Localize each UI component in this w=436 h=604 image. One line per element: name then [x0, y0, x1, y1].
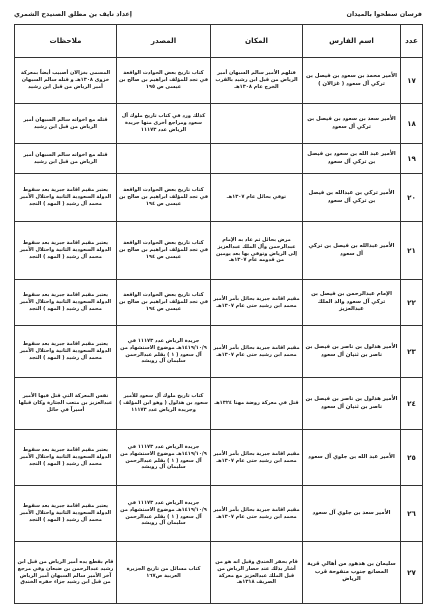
notes-cell: يعتبر مقيم اقامة جبرية بعد سقوط الدولة السعودية الثانية واحتلال الأمير محمد آل رشيد ( المهد ) النجد — [15, 486, 117, 542]
place-cell: قتل في معركة روضة مهنا ١٣٢٤هـ — [211, 378, 303, 430]
place-cell — [211, 144, 303, 174]
table-row — [15, 104, 423, 144]
place-cell: مقيم اقامة جبرية بحائل بأمر الأمير محمد ابن رشيد حتى عام ١٣٠٧هـ — [211, 486, 303, 542]
source-cell: كتاب تاريخ بعض الحوادث الواقعة في نجد للمؤلف ابراهيم بن صالح بن عيسى ص ١٩٤ — [117, 222, 211, 280]
source-cell — [117, 144, 211, 174]
notes-cell: يعتبر مقيم اقامة جبرية بعد سقوط الدولة السعودية الثانية واحتلال الأمير محمد آل رشيد ( المهد ) النجد — [15, 430, 117, 486]
knight-name: الأمير تركي بن عبدالله بن فيصل بن تركي آل سعود — [303, 174, 401, 222]
place-cell: مرض بحائل ثم عاد به الإمام عبدالرحمن وآل الملك عبدالعزيز إلى الرياض وتوفي بها بعد يومين من قدومه عام ١٣٠٧هـ — [211, 222, 303, 280]
column-header-source: المصدر — [117, 25, 211, 58]
notes-cell: قتله مع اخوانه سالم السبهان أمير الرياض من قبل ابن رشيد — [15, 104, 117, 144]
knight-name: الأمير محمد بن سعود بن فيصل بن تركي آل سعود ( غزالان ) — [303, 58, 401, 104]
place-cell: قام بحفر الخندق وقيل انه هو من أشار بذلك عند حصار الرياض من قبل الملك عبدالعزيز مع معركة الصريف ١٣١٨هـ — [211, 542, 303, 604]
place-cell: مقيم اقامة جبرية بحائل بأمر الأمير محمد ابن رشيد حتى عام ١٣٠٧هـ — [211, 430, 303, 486]
table-row — [15, 174, 423, 222]
column-header-place: المكان — [211, 25, 303, 58]
row-number: ٢٧ — [401, 542, 423, 604]
row-number: ١٩ — [401, 144, 423, 174]
row-number: ٢٤ — [401, 378, 423, 430]
source-cell: كتاب تاريخ بعض الحوادث الواقعة في نجد للمؤلف ابراهيم بن صالح بن عيسى ص ١٩٤ — [117, 174, 211, 222]
knight-name: الأمير عبدالله بن فيصل بن تركي آل سعود — [303, 222, 401, 280]
notes-cell: يعتبر مقيم اقامة جبرية بعد سقوط الدولة السعودية الثانية واحتلال الأمير محمد آل رشيد ( المهد ) النجد — [15, 222, 117, 280]
notes-cell: يعتبر مقيم اقامة جبرية بعد سقوط الدولة السعودية الثانية واحتلال الأمير محمد آل رشيد ( المهد ) النجد — [15, 326, 117, 378]
notes-cell: المسمى بغزالان أصبيب أيضاً بمعركة خزوى ١٣٠٨هـ و قتله سالم السبهان أمير الرياض من قبل ابن رشيد — [15, 58, 117, 104]
notes-cell: يعتبر مقيم اقامة جبرية بعد سقوط الدولة السعودية الثانية واحتلال الأمير محمد آل رشيد ( المهد ) النجد — [15, 280, 117, 326]
table-row — [15, 486, 423, 542]
table-row — [15, 430, 423, 486]
place-cell: مقيم اقامة جبرية بحائل بأمر الأمير محمد ابن رشيد حتى عام ١٣٠٧هـ — [211, 280, 303, 326]
knight-name: الأمير عبد الله بن جلوي آل سعود — [303, 430, 401, 486]
source-cell: كتاب تاريخ بعض الحوادث الواقعة في نجد للمؤلف ابراهيم بن صالح بن عيسى ص ١٩٥ — [117, 58, 211, 104]
source-cell: كتاب تاريخ ملوك آل سعود للأمير سعود بن هذلول ( وهو ابن المؤلف ) وجريدة الرياض عدد ١١١٧٣ — [117, 378, 211, 430]
author-credit: إعداد نايف بن مطلق الصنيدح الشمري — [14, 10, 132, 18]
source-cell: كتاب مسائل من تاريخ الجزيرة العربية ص١٦٧ — [117, 542, 211, 604]
row-number: ٢٣ — [401, 326, 423, 378]
knight-name: الأمير سعد بن جلوي آل سعود — [303, 486, 401, 542]
knight-name: الأمير هذلول بن ناصر بن فيصل بن ناصر بن ثنيان آل سعود — [303, 326, 401, 378]
place-cell: توفي بحائل عام ١٣٠٧هـ — [211, 174, 303, 222]
source-cell: جريدة الرياض عدد ١١١٧٣ في ١٤١٩/١٠/٩هـ موضوع الاستشهاد من آل سعود ( ١ ) بقلم عبدالرحمن سليمان آل رويشد — [117, 430, 211, 486]
page-header — [14, 6, 422, 22]
notes-cell: نفس المعركة التي قتل فيها الأمير عبدالعزيز بن متعب الجثارة وكان قبلها أسيراً في حائل — [15, 378, 117, 430]
knights-table — [14, 24, 423, 604]
table-row — [15, 144, 423, 174]
table-row — [15, 326, 423, 378]
table-row — [15, 280, 423, 326]
table-row — [15, 378, 423, 430]
place-cell — [211, 104, 303, 144]
book-title: فرسان سطحوا بالميدان — [346, 10, 422, 18]
table-header-row — [15, 25, 423, 58]
knight-name: الأمير سعد بن سعود بن فيصل بن تركي آل سعود — [303, 104, 401, 144]
row-number: ٢٠ — [401, 174, 423, 222]
source-cell: كتاب تاريخ بعض الحوادث الواقعة في نجد للمؤلف ابراهيم بن صالح بن عيسى ص ١٩٤ — [117, 280, 211, 326]
source-cell: كذلك ورد في كتاب تاريخ ملوك آل سعود ومراجع أخرى منها جريدة الرياض عدد ١١١٧٣ — [117, 104, 211, 144]
table-row — [15, 542, 423, 604]
row-number: ٢٦ — [401, 486, 423, 542]
source-cell: جريدة الرياض عدد ١١١٧٣ في ١٤١٩/١٠/٩هـ موضوع الاستشهاد من آل سعود ( ١ ) بقلم عبدالرحمن سليمان آل رويشد — [117, 326, 211, 378]
table-row — [15, 58, 423, 104]
knight-name: الأمير عبد الله بن سعود بن فيصل بن تركي آل سعود — [303, 144, 401, 174]
notes-cell: قام بقطع يده أمير الرياض من قبل ابن رشيد عبدالرحمن بن ضبعان وفي مرجع آخر الأمير سالم السبهان أمير الرياض من قبل ابن رشيد جزاء حفره الخندق — [15, 542, 117, 604]
table-row — [15, 222, 423, 280]
notes-cell: يعتبر مقيم اقامة جبرية بعد سقوط الدولة السعودية الثانية واحتلال الأمير محمد آل رشيد ( المهد ) النجد — [15, 174, 117, 222]
knight-name: الإمام عبدالرحمن بن فيصل بن تركي آل سعود والد الملك عبدالعزيز — [303, 280, 401, 326]
knight-name: سليمان بن هدهود من أهالي قرية المصانع جنوب منفوحة قرب الرياض — [303, 542, 401, 604]
row-number: ٢٢ — [401, 280, 423, 326]
notes-cell: قتله مع اخوانه سالم السبهان أمير الرياض من قبل ابن رشيد — [15, 144, 117, 174]
column-header-notes: ملاحظات — [15, 25, 117, 58]
row-number: ١٧ — [401, 58, 423, 104]
column-header-knight: اسم الفارس — [303, 25, 401, 58]
row-number: ١٨ — [401, 104, 423, 144]
place-cell: مقيم اقامة جبرية بحائل بأمر الأمير محمد ابن رشيد حتى عام ١٣٠٧هـ — [211, 326, 303, 378]
place-cell: فتلهم الأمير سالم السبهان أمير الرياض من قبل ابن رشيد بالقرب الخرج عام ١٣٠٨هـ — [211, 58, 303, 104]
column-header-num: عدد — [401, 25, 423, 58]
row-number: ٢١ — [401, 222, 423, 280]
row-number: ٢٥ — [401, 430, 423, 486]
knight-name: الأمير هذلول بن ناصر بن فيصل بن ناصر بن ثنيان آل سعود — [303, 378, 401, 430]
source-cell: جريدة الرياض عدد ١١١٧٣ في ١٤١٩/١٠/٩هـ موضوع الاستشهاد من آل سعود ( ١ ) بقلم عبدالرحمن سليمان آل رويشد — [117, 486, 211, 542]
